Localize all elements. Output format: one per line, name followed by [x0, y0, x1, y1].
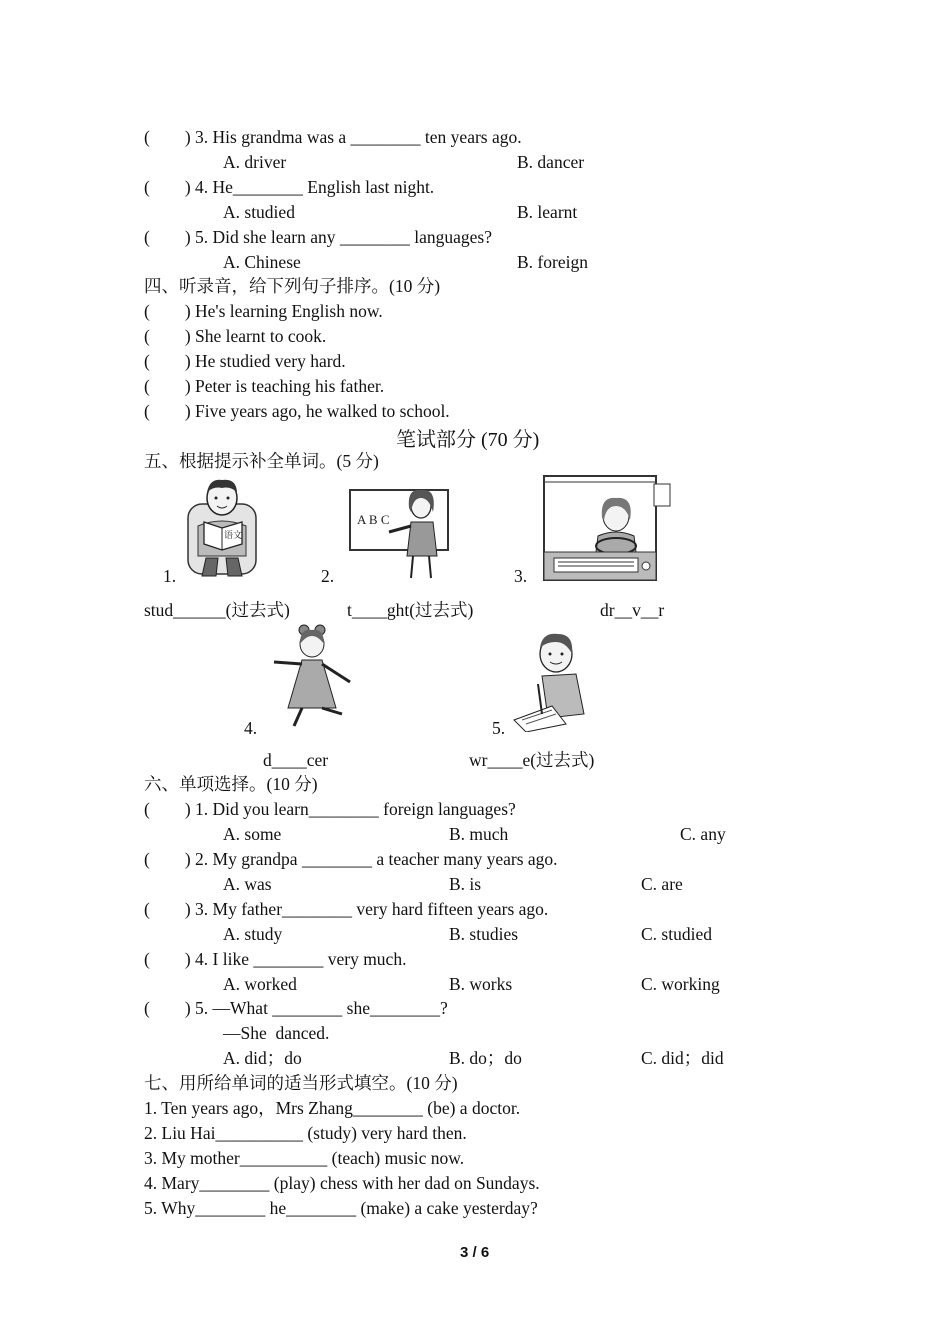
list-item: ( ) He studied very hard. [144, 351, 346, 371]
page-number: 3 / 6 [460, 1244, 490, 1261]
driver-picture [542, 474, 672, 582]
question: ( ) 3. My father________ very hard fifteen years ago. [144, 899, 549, 919]
option-b: B. do；do [449, 1048, 522, 1068]
option-b: B. learnt [517, 202, 578, 222]
option-c: C. any [680, 824, 726, 844]
section-6-heading: 六、单项选择。(10 分) [144, 774, 318, 794]
question: ( ) 1. Did you learn________ foreign languages? [144, 799, 516, 819]
list-item: 3. My mother__________ (teach) music now. [144, 1148, 465, 1168]
option-b: B. works [449, 974, 513, 994]
section-5-heading: 五、根据提示补全单词。(5 分) [144, 451, 379, 471]
option-b: B. dancer [517, 152, 585, 172]
boy-writing-picture [512, 628, 588, 732]
option-c: C. working [641, 974, 720, 994]
option-a: A. some [223, 824, 282, 844]
question-3: ( ) 3. His grandma was a ________ ten years ago. [144, 127, 522, 147]
list-item: 2. Liu Hai__________ (study) very hard then. [144, 1123, 467, 1143]
list-item: ( ) She learnt to cook. [144, 326, 327, 346]
option-a: A. driver [223, 152, 287, 172]
written-part-title: 笔试部分 (70 分) [396, 429, 540, 451]
board-text: A B C [357, 512, 390, 527]
list-item: ( ) Peter is teaching his father. [144, 376, 385, 396]
option-a: A. did；do [223, 1048, 302, 1068]
word-hint: dr__v__r [600, 600, 665, 620]
option-b: B. much [449, 824, 509, 844]
section-7-heading: 七、用所给单词的适当形式填空。(10 分) [144, 1073, 458, 1093]
option-c: C. studied [641, 924, 712, 944]
picture-label: 4. [244, 718, 258, 738]
question-5: ( ) 5. Did she learn any ________ languages? [144, 227, 492, 247]
dancing-girl-picture [266, 622, 358, 734]
option-b: B. foreign [517, 252, 588, 272]
word-hint: t____ght(过去式) [347, 600, 474, 620]
option-b: B. studies [449, 924, 519, 944]
word-hint: d____cer [263, 750, 329, 770]
question: ( ) 2. My grandpa ________ a teacher many years ago. [144, 849, 558, 869]
boy-reading-picture [184, 478, 260, 580]
picture-label: 3. [514, 566, 528, 586]
option-b: B. is [449, 874, 482, 894]
question: ( ) 4. I like ________ very much. [144, 949, 407, 969]
word-hint: stud______(过去式) [144, 600, 290, 620]
option-c: C. did；did [641, 1048, 724, 1068]
question-response: —She danced. [223, 1023, 330, 1043]
list-item: ( ) He's learning English now. [144, 301, 383, 321]
word-hint: wr____e(过去式) [469, 750, 595, 770]
option-a: A. was [223, 874, 272, 894]
question-4: ( ) 4. He________ English last night. [144, 177, 435, 197]
teacher-picture [349, 486, 451, 580]
picture-label: 5. [492, 718, 506, 738]
option-a: A. studied [223, 202, 295, 222]
list-item: ( ) Five years ago, he walked to school. [144, 401, 450, 421]
question: ( ) 5. —What ________ she________? [144, 998, 448, 1018]
option-c: C. are [641, 874, 683, 894]
section-4-heading: 四、听录音，给下列句子排序。(10 分) [144, 276, 441, 296]
list-item: 4. Mary________ (play) chess with her dad on Sundays. [144, 1173, 540, 1193]
picture-label: 2. [321, 566, 335, 586]
option-a: A. study [223, 924, 283, 944]
option-a: A. worked [223, 974, 297, 994]
list-item: 1. Ten years ago，Mrs Zhang________ (be) a doctor. [144, 1098, 521, 1118]
list-item: 5. Why________ he________ (make) a cake yesterday? [144, 1198, 538, 1218]
picture-label: 1. [163, 566, 177, 586]
book-text: 语文 [224, 531, 243, 541]
option-a: A. Chinese [223, 252, 301, 272]
